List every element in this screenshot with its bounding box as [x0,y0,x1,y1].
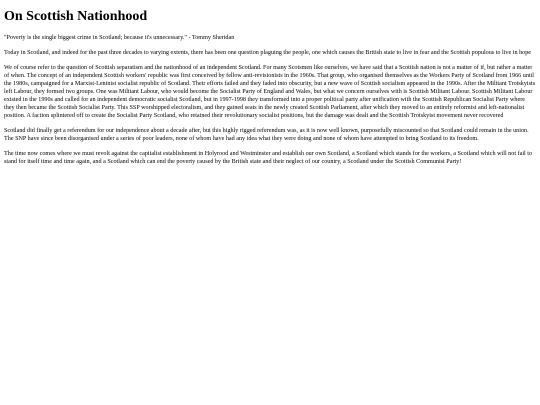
epigraph-quote: "Poverty is the single biggest crime in Scotland; because it's unnecessary." - Tommy Sheridan [4,35,235,41]
intro-paragraph: Today in Scotland, and indeed for the past three decades to varying extents, there has been one question plaguing the people, one which causes the British state to live in fear and the Scottish populous to live in hope [4,50,532,56]
history-paragraph: We of course refer to the question of Scottish separatism and the nationhood of an independent Scotland. For many Scotsmen like ourselves, we have said that a Scottish nation is not a matter of if, but rather a matter of when. The concept of an independent Scottish workers' republic was first conceived by fellow anti-revisionists in the 1960s. That group, who organised themselves as the Workers Party of Scotland from 1966 until the 1980s, campaigned for a Marxist-Leninist socialist republic of Scotland. Their efforts failed and they faded into obscurity, but a new wave of Scottish socialism appeared in the 1990s. After the Militant Trotskyists left Labour, they formed two groups. One was Militant Labour, who would become the Socialist Party of England and Wales, but what we concern ourselves with is Scottish Militant Labour. Scottish Militant Labour existed in the 1990s and called for an independent democratic socialist Scotland, but in 1997-1998 they transformed into a proper political party after unification with the Scottish Republican Socialist Party where they then became the Scottish Socialist Party. This SSP worshipped electoralism, and they gained seats in the newly created Scottish Parliament, after which they moved to an entirely reformist and left-nationalist position. A faction splintered off to create the Socialist Party Scotland, who retained their revolutionary socialist positions, but the damage was dealt and the Scottish Trotskyist movement never recovered [4,65,536,119]
page-title: On Scottish Nationhood [4,9,148,24]
conclusion-paragraph: The time now comes where we must revolt against the capitalist establishment in Holyrood and Westminster and establish our own Scotland, a Scotland which stands for the workers, a Scotland which will not fail to stand for itself time and time again, and a Scotland which can end the poverty caused by the British state and their neglect of our country, a Scotland under the Scottish Communist Party! [4,151,533,165]
referendum-paragraph: Scotland did finally get a referendum for our independence about a decade after, but this highly rigged referendum was, as it is now well known, purposefully miscounted so that Scotland could remain in the union. The SNP have since been disorganised under a series of poor leaders, none of whom have had any idea what they were doing and none of whom have attempted to bring Scotland to its freedom. [4,128,529,142]
article [0,0,540,166]
